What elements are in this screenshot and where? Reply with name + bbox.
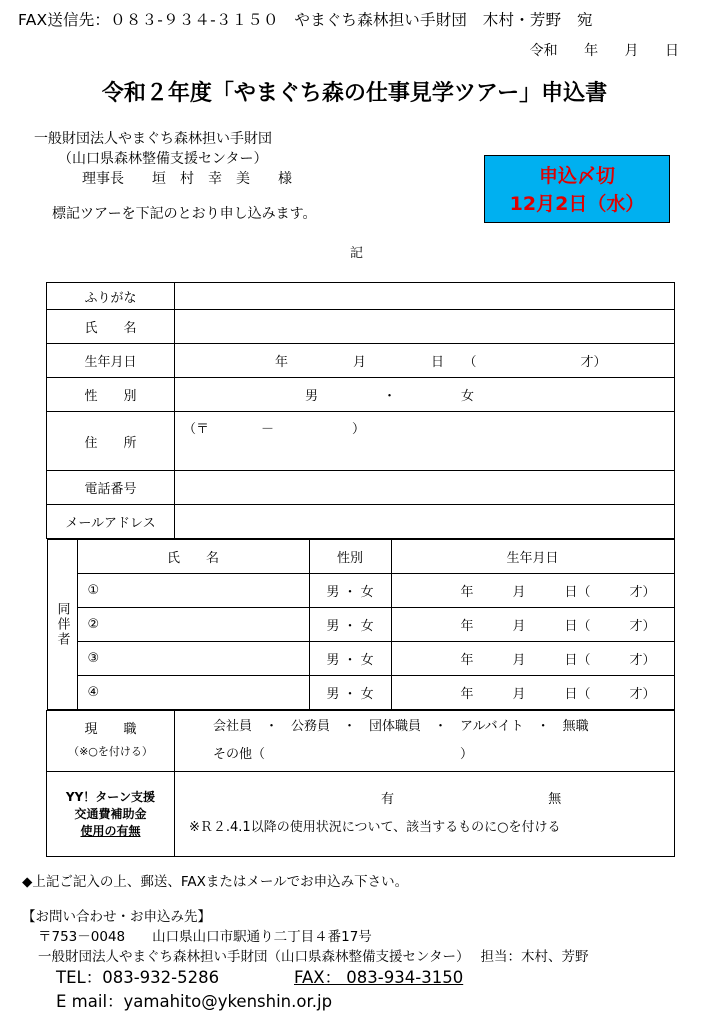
subsidy-no[interactable]: 無 [548,792,562,807]
companion-birth-4[interactable]: 年 月 日（ 才） [391,676,674,710]
date-day: 日 [665,43,679,59]
phone-label: 電話番号 [47,471,175,505]
contact-fax: FAX： 083-934-3150 [294,968,464,987]
application-form [46,282,675,857]
contact-email[interactable]: E mail：yamahito@ykenshin.or.jp [56,992,333,1011]
date-line [530,40,679,60]
email-field[interactable] [175,505,675,539]
subsidy-yes[interactable]: 有 [381,792,395,807]
ki-mark: 記 [350,246,364,261]
subsidy-label-2: 交通費補助金 [74,806,147,821]
subsidy-field[interactable] [175,772,675,857]
job-options[interactable]: 会社員 ・ 公務員 ・ 団体職員 ・ アルバイト ・ 無職 [213,719,589,734]
contact-tel: TEL：083-932-5286 [56,968,220,987]
companion-header-name: 氏 名 [77,540,309,574]
job-note: （※○を付ける） [68,745,153,758]
birth-label: 生年月日 [47,344,175,378]
sex-label: 性 別 [47,378,175,412]
job-label-cell [47,711,175,772]
companion-name-3[interactable]: ③ [77,642,309,676]
contact-heading: 【お問い合わせ・お申込み先】 [22,909,211,925]
companion-birth-1[interactable]: 年 月 日（ 才） [391,574,674,608]
companion-name-2[interactable]: ② [77,608,309,642]
address-field[interactable]: （〒 － ） [175,412,675,471]
furigana-label: ふりがな [47,283,175,310]
companion-sex-3[interactable]: 男 ・ 女 [309,642,391,676]
subsidy-label-3: 使用の有無 [80,823,141,838]
companion-header-sex: 性別 [309,540,391,574]
date-month: 月 [624,43,639,59]
addressee-center: （山口県森林整備支援センター） [58,151,268,167]
address-label: 住 所 [47,412,175,471]
companion-sex-1[interactable]: 男 ・ 女 [309,574,391,608]
companion-birth-3[interactable]: 年 月 日（ 才） [391,642,674,676]
name-field[interactable] [175,310,675,344]
subsidy-note: ※Ｒ２.4.1以降の使用状況について、該当するものに○を付ける [189,820,561,835]
email-label: メールアドレス [47,505,175,539]
deadline-box [484,155,670,223]
contact-org: 一般財団法人やまぐち森林担い手財団（山口県森林整備支援センター） 担当：木村、芳野 [38,949,589,965]
fax-destination: FAX送信先：０８３-９３４-３１５０ やまぐち森林担い手財団 木村・芳野 宛 [18,11,593,29]
companion-table [47,539,675,710]
companion-birth-2[interactable]: 年 月 日（ 才） [391,608,674,642]
companion-sex-2[interactable]: 男 ・ 女 [309,608,391,642]
sex-field[interactable]: 男 ・ 女 [175,378,675,412]
addressee-org: 一般財団法人やまぐち森林担い手財団 [34,131,272,147]
date-era: 令和 [529,43,558,59]
companion-label: 同伴者 [47,540,77,710]
phone-field[interactable] [175,471,675,505]
job-label: 現 職 [84,722,137,737]
furigana-field[interactable] [175,283,675,310]
job-field[interactable] [175,711,675,772]
companion-sex-4[interactable]: 男 ・ 女 [309,676,391,710]
intro-text: 標記ツアーを下記のとおり申し込みます。 [52,206,317,222]
deadline-label: 申込〆切 [538,165,615,187]
subsidy-label-cell [47,772,175,857]
date-year: 年 [584,43,599,59]
companion-name-1[interactable]: ① [77,574,309,608]
companion-header-birth: 生年月日 [391,540,674,574]
companion-section [47,539,675,711]
name-label: 氏 名 [47,310,175,344]
subsidy-label-1: YY！ターン支援 [65,789,156,804]
addressee-chairman: 理事長 垣 村 幸 美 様 [82,171,292,187]
deadline-date: 12月2日（水） [509,193,645,215]
contact-postal: 〒753－0048 山口県山口市駅通り二丁目４番17号 [38,929,372,945]
companion-name-4[interactable]: ④ [77,676,309,710]
job-other[interactable]: その他（ ） [213,747,474,762]
document-title: 令和２年度「やまぐち森の仕事見学ツアー」申込書 [101,81,608,106]
submission-note: ◆上記ご記入の上、郵送、FAXまたはメールでお申込み下さい。 [22,874,409,890]
birth-field[interactable]: 年 月 日 （ 才） [175,344,675,378]
